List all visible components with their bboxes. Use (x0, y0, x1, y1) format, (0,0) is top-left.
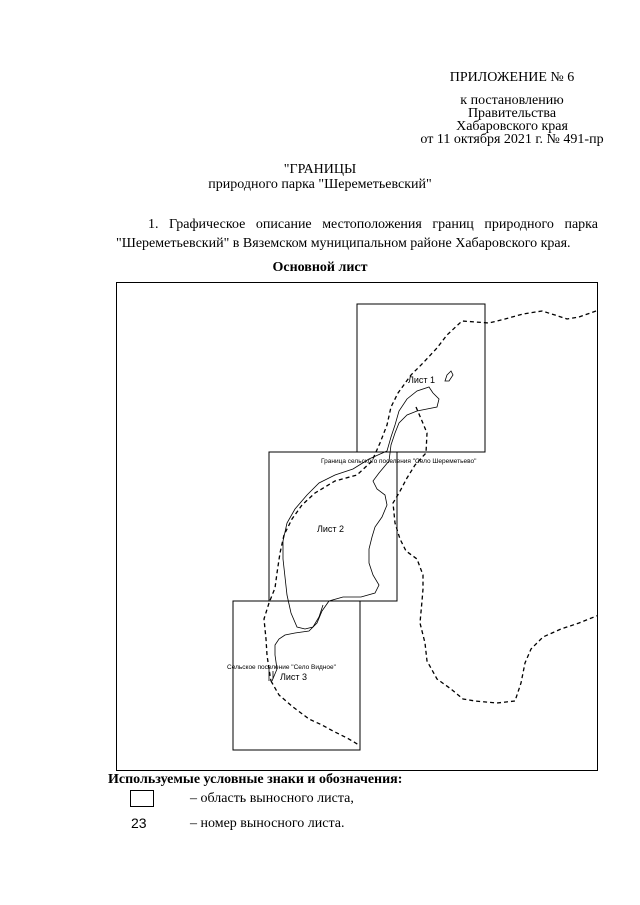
sheet-1-label: Лист 1 (408, 375, 436, 385)
village-boundary-solid (272, 393, 439, 681)
legend-item-2-symbol: 23 (131, 815, 147, 831)
description-paragraph: 1. Графическое описание местоположения границ природного парка "Шереметьевский" в Вяземском муниципальном районе Хабаровского края. (116, 217, 598, 251)
boundary-label-2: Сельское поселение "Село Видное" (227, 664, 336, 671)
document-title-line-1: "ГРАНИЦЫ (283, 162, 357, 177)
legend-item-2-text: – номер выносного листа. (190, 816, 345, 831)
legend-item-1-text: – область выносного листа, (190, 791, 354, 806)
park-boundary-dashed-east (393, 407, 597, 703)
appendix-line-4: от 11 октября 2021 г. № 491-пр (420, 132, 604, 147)
island-shape (445, 371, 453, 381)
legend-sheet-area-symbol (130, 790, 154, 807)
sheet-3-label: Лист 3 (280, 672, 308, 682)
appendix-line-2: Правительства (467, 106, 557, 121)
sheet-2-label: Лист 2 (317, 524, 345, 534)
document-title-line-2: природного парка "Шереметьевский" (208, 177, 432, 192)
legend-heading: Используемые условные знаки и обозначения: (108, 772, 403, 787)
map-frame (116, 282, 598, 771)
appendix-heading: ПРИЛОЖЕНИЕ № 6 (449, 70, 575, 85)
map-heading: Основной лист (272, 260, 368, 275)
map-svg (117, 283, 597, 770)
appendix-line-1: к постановлению (460, 93, 564, 108)
boundary-label-1: Граница сельского поселения "Село Шереметьево" (321, 458, 477, 465)
park-boundary-dashed-south (271, 681, 359, 745)
appendix-line-3: Хабаровского края (456, 119, 568, 134)
village-boundary-solid-inner (283, 387, 433, 629)
